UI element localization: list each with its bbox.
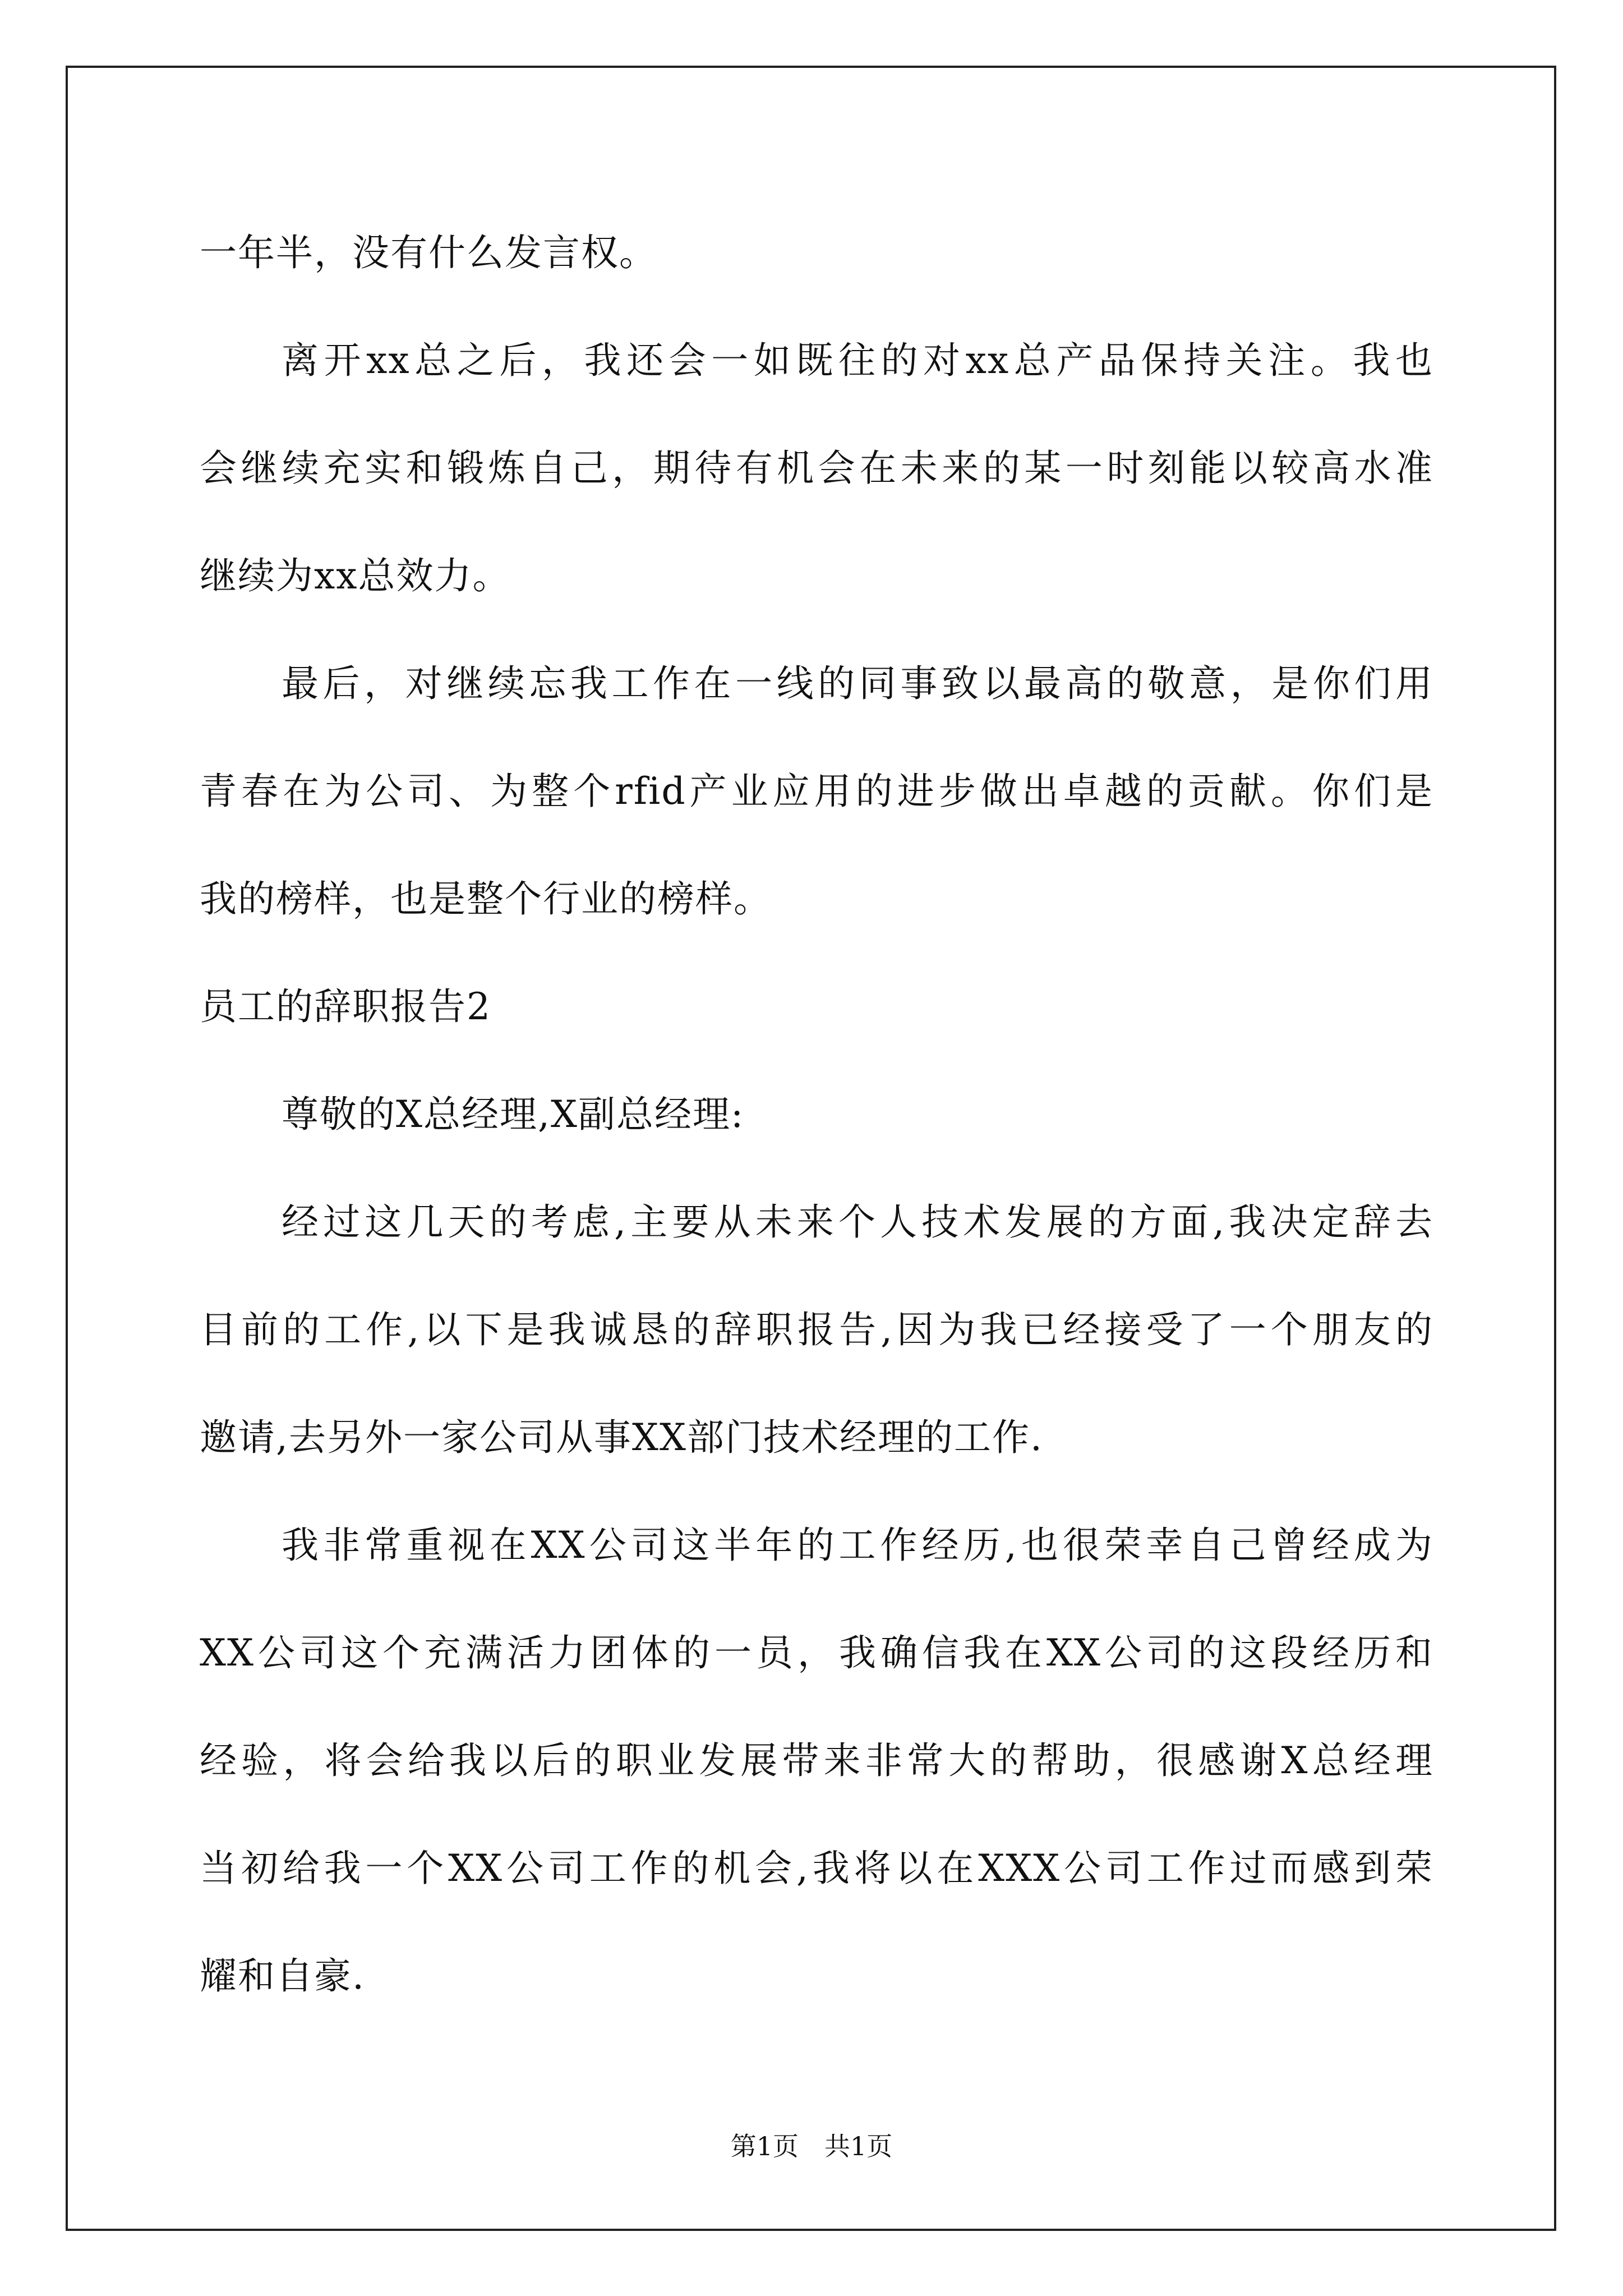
document-body xyxy=(200,199,1433,2030)
text-line: 我的榜样，也是整个行业的榜样。 xyxy=(200,877,772,921)
text-line: 耀和自豪. xyxy=(200,1954,365,1998)
text-line: 青春在为公司、为整个rfid产业应用的进步做出卓越的贡献。你们是 xyxy=(200,770,1433,813)
text-line: 经验，将会给我以后的职业发展带来非常大的帮助，很感谢X总经理 xyxy=(200,1739,1433,1782)
text-line: 会继续充实和锻炼自己，期待有机会在未来的某一时刻能以较高水准 xyxy=(200,447,1433,490)
paragraph-start-line: 我非常重视在XX公司这半年的工作经历,也很荣幸自己曾经成为 xyxy=(282,1524,1433,1567)
text-line: 一年半，没有什么发言权。 xyxy=(200,231,657,274)
page-footer: 第1页 共1页 xyxy=(730,2131,893,2161)
text-line: XX公司这个充满活力团体的一员，我确信我在XX公司的这段经历和 xyxy=(200,1631,1433,1674)
text-line: 继续为xx总效力。 xyxy=(200,554,511,597)
section-heading: 员工的辞职报告2 xyxy=(200,985,491,1028)
paragraph-start-line: 经过这几天的考虑,主要从未来个人技术发展的方面,我决定辞去 xyxy=(282,1200,1433,1244)
paragraph-start-line: 最后，对继续忘我工作在一线的同事致以最高的敬意，是你们用 xyxy=(282,662,1433,705)
salutation-line: 尊敬的X总经理,X副总经理: xyxy=(282,1093,745,1136)
text-line: 目前的工作,以下是我诚恳的辞职报告,因为我已经接受了一个朋友的 xyxy=(200,1308,1433,1351)
text-line: 邀请,去另外一家公司从事XX部门技术经理的工作. xyxy=(200,1416,1043,1459)
text-line: 当初给我一个XX公司工作的机会,我将以在XXX公司工作过而感到荣 xyxy=(200,1847,1433,1890)
paragraph-start-line: 离开xx总之后，我还会一如既往的对xx总产品保持关注。我也 xyxy=(282,339,1433,382)
